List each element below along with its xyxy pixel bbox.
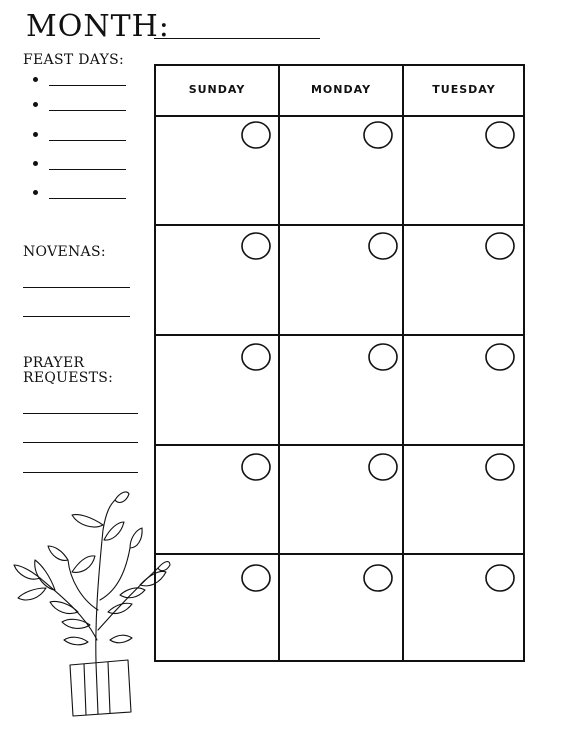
date-circle[interactable] <box>242 565 270 591</box>
prayer-label-line2: REQUESTS: <box>23 370 114 386</box>
feast-days-label: FEAST DAYS: <box>23 52 125 68</box>
date-circle[interactable] <box>486 344 514 370</box>
date-circle[interactable] <box>369 233 397 259</box>
date-circle[interactable] <box>242 122 270 148</box>
date-circle[interactable] <box>369 454 397 480</box>
date-circle[interactable] <box>242 233 270 259</box>
date-circle[interactable] <box>486 565 514 591</box>
date-circle[interactable] <box>486 122 514 148</box>
day-header-sunday: SUNDAY <box>188 83 246 96</box>
day-header-tuesday: TUESDAY <box>432 83 496 96</box>
date-circle[interactable] <box>242 454 270 480</box>
date-circle[interactable] <box>364 565 392 591</box>
potted-plant-illustration <box>14 492 170 716</box>
date-circle[interactable] <box>486 233 514 259</box>
date-circle[interactable] <box>486 454 514 480</box>
date-circle[interactable] <box>242 344 270 370</box>
prayer-label-line1: PRAYER <box>23 355 85 371</box>
page-title: MONTH: <box>26 9 170 44</box>
day-header-monday: MONDAY <box>310 83 372 96</box>
calendar-frame <box>155 65 524 661</box>
novenas-label: NOVENAS: <box>23 244 106 260</box>
date-circle[interactable] <box>369 344 397 370</box>
date-circle[interactable] <box>364 122 392 148</box>
